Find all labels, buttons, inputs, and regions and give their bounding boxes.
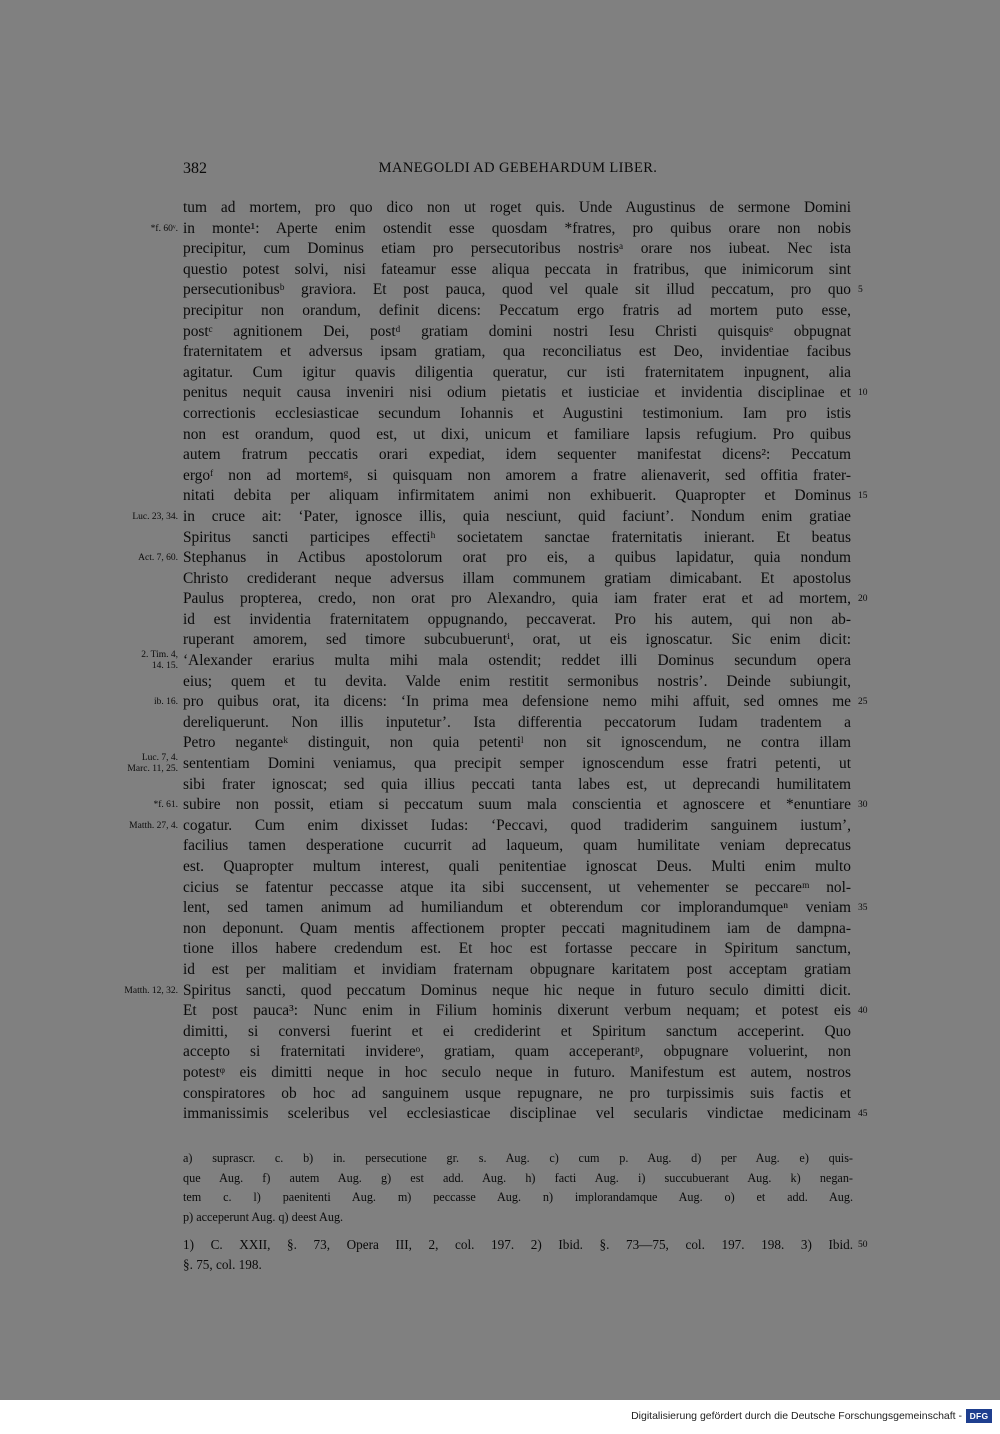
- text-line: [0, 528, 1000, 549]
- line-text: id est invidentia fraternitatem oppugnando, peccaverat. Pro his autem, qui non ab-: [183, 610, 851, 628]
- line-text: ruperant amorem, sed timore subcubueruntⁱ, orat, ut eis ignoscatur. Sic enim dicit:: [183, 631, 851, 649]
- note-line: §. 75, col. 198.: [183, 1257, 262, 1272]
- dfg-logo: DFG: [966, 1409, 992, 1423]
- margin-note: *f. 61.: [153, 800, 178, 811]
- text-line: [0, 898, 1000, 919]
- text-line: [0, 939, 1000, 960]
- line-text: tum ad mortem, pro quo dico non ut roget quis. Unde Augustinus de sermone Domini: [183, 199, 851, 216]
- line-text: Paulus propterea, credo, non orat pro Alexandro, quia iam frater erat et ad mortem,: [183, 590, 851, 608]
- text-line: [0, 363, 1000, 384]
- text-line: [0, 981, 1000, 1002]
- page-number: 382: [183, 160, 207, 177]
- line-text: Spiritus sancti, quod peccatum Dominus neque hic neque in futuro seculo dimitti dicit.: [183, 981, 851, 999]
- line-number: 10: [858, 388, 868, 399]
- line-text: cicius se fatentur peccasse atque ita sibi succensent, ut vehementer se peccareᵐ nol-: [183, 878, 851, 896]
- line-text: in monte¹: Aperte enim ostendit esse quosdam *fratres, pro quibus orare non nobis: [183, 219, 851, 237]
- text-line: [0, 1104, 1000, 1125]
- text-line: [0, 713, 1000, 734]
- source-references: [183, 1235, 853, 1275]
- line-text: subire non possit, etiam si peccatum suum mala conscientia et agnoscere et *enuntiare: [183, 796, 851, 814]
- line-text: facilius tamen desperatione cucurrit ad laqueum, quam humilitate veniam deprecatus: [183, 837, 851, 855]
- line-text: questio potest solvi, nisi fateamur esse aliqua peccata in fratribus, que inimicorum sint: [183, 260, 851, 278]
- line-text: potestᵠ eis dimitti neque in hoc seculo neque in futuro. Manifestum est autem, nostros: [183, 1063, 851, 1081]
- text-line: [0, 919, 1000, 940]
- line-number: 15: [858, 491, 868, 502]
- text-line: [0, 342, 1000, 363]
- line-number: 35: [858, 903, 868, 914]
- line-text: lent, sed tamen animum ad humiliandum et obterendum cor implorandumqueⁿ veniam: [183, 899, 851, 917]
- line-text: tione illos habere credendum est. Et hoc est fortasse peccare in Spiritum sanctum,: [183, 940, 851, 958]
- text-line: [0, 404, 1000, 425]
- line-text: conspiratores ob hoc ad sanguinem usque repugnare, ne pro turpissimis suis factis et: [183, 1084, 851, 1102]
- line-text: nitati debita per aliquam infirmitatem animi non exhibuerit. Quapropter et Dominus: [183, 487, 851, 505]
- text-line: [0, 651, 1000, 672]
- text-line: [0, 775, 1000, 796]
- line-text: ‘Alexander erarius multa mihi mala ostendit; reddet illi Dominus secundum opera: [183, 652, 851, 670]
- line-text: accepto si fraternitati invidereᵒ, gratiam, quam acceperantᵖ, obpugnare voluerint, non: [183, 1043, 851, 1061]
- running-title: MANEGOLDI AD GEBEHARDUM LIBER.: [378, 160, 658, 176]
- line-number: 25: [858, 697, 868, 708]
- line-number: 50: [858, 1240, 868, 1250]
- text-line: [0, 322, 1000, 343]
- line-text: persecutionibusᵇ graviora. Et post pauca, quod vel quale sit illud peccatum, pro quo: [183, 281, 851, 299]
- text-line: [0, 795, 1000, 816]
- text-line: [0, 610, 1000, 631]
- line-number: 45: [858, 1109, 868, 1120]
- text-line: [0, 198, 1000, 219]
- text-line: [0, 1042, 1000, 1063]
- margin-note: *f. 60ᵛ.: [150, 223, 178, 234]
- text-line: [0, 445, 1000, 466]
- page-header: [183, 160, 853, 182]
- text-line: [0, 1022, 1000, 1043]
- text-line: [0, 733, 1000, 754]
- text-line: [0, 301, 1000, 322]
- line-text: precipitur, cum Dominus etiam pro persecutoribus nostrisᵃ orare nos iubeat. Nec ista: [183, 240, 851, 258]
- line-number: 20: [858, 594, 868, 605]
- text-line: [0, 507, 1000, 528]
- text-line: [0, 1084, 1000, 1105]
- footer-bar: [0, 1400, 1000, 1434]
- margin-note: Matth. 12, 32.: [124, 985, 178, 996]
- line-text: precipitur non orandum, definit dicens: Peccatum ergo fratris ad mortem puto esse,: [183, 301, 851, 319]
- line-text: sibi frater ignoscat; sed quia illius peccati tanta labes est, ut deprecandi humilitatem: [183, 775, 851, 793]
- main-text: [0, 198, 1000, 1125]
- text-line: [0, 692, 1000, 713]
- line-text: fraternitatem et adversus ipsam gratiam, qua reconciliatus est Deo, invidentiae facibus: [183, 343, 851, 361]
- line-number: 40: [858, 1006, 868, 1017]
- text-line: [0, 754, 1000, 775]
- line-text: Petro neganteᵏ distinguit, non quia petentiˡ non sit ignoscendum, ne contra illam: [183, 734, 851, 752]
- text-line: [0, 878, 1000, 899]
- margin-note: Matth. 27, 4.: [129, 820, 178, 831]
- text-line: [0, 383, 1000, 404]
- margin-note: ib. 16.: [153, 697, 178, 708]
- line-text: correctionis ecclesiasticae secundum Iohannis et Augustini testimonium. Iam pro istis: [183, 404, 851, 422]
- line-text: penitus nequit causa inveniri nisi odium pietatis et iusticiae et invidentia disciplinae et: [183, 384, 851, 402]
- text-line: [0, 486, 1000, 507]
- note-line: 1) C. XXII, §. 73, Opera III, 2, col. 197. 2) Ibid. §. 73—75, col. 197. 198. 3) Ibid.: [183, 1237, 853, 1252]
- margin-note: 2. Tim. 4, 14. 15.: [141, 650, 178, 672]
- line-text: eius; quem et tu devita. Valde enim restitit sermonibus nostris’. Deinde subiungit,: [183, 672, 851, 690]
- note-line: p) acceperunt Aug. q) deest Aug.: [183, 1209, 344, 1224]
- line-text: id est per malitiam et invidiam fraternam obpugnare karitatem post acceptam gratiam: [183, 960, 851, 978]
- text-line: [0, 219, 1000, 240]
- text-line: [0, 280, 1000, 301]
- line-text: agitatur. Cum igitur quavis diligentia queratur, cur isti fraternitatem inpugnent, alia: [183, 363, 851, 381]
- text-line: [0, 672, 1000, 693]
- text-line: [0, 630, 1000, 651]
- line-text: in cruce ait: ‘Pater, ignosce illis, quia nesciunt, quid faciunt’. Nondum enim gratiae: [183, 507, 851, 525]
- text-line: [0, 548, 1000, 569]
- text-line: [0, 857, 1000, 878]
- line-text: cogatur. Cum enim dixisset Iudas: ‘Peccavi, quod tradiderim sanguinem iustum’,: [183, 816, 851, 834]
- line-text: Stephanus in Actibus apostolorum orat pro eis, a quibus lapidatur, quia nondum: [183, 549, 851, 567]
- line-text: dimitti, si conversi fuerint et ei crediderint et Spiritum sanctum acceperint. Quo: [183, 1022, 851, 1040]
- line-text: non est orandum, quod est, ut dixi, unicum et familiare lapsis refugium. Pro quibus: [183, 425, 851, 443]
- note-line: que Aug. f) autem Aug. g) est add. Aug. h) facti Aug. i) succubuerant Aug. k) negan-: [183, 1170, 853, 1185]
- critical-apparatus: [183, 1149, 853, 1227]
- line-text: Spiritus sancti participes effectiʰ societatem sanctae fraternitatis inierant. Et beatus: [183, 528, 851, 546]
- line-text: postᶜ agnitionem Dei, postᵈ gratiam domini nostri Iesu Christi quisquisᵉ obpugnat: [183, 322, 851, 340]
- text-line: [0, 1001, 1000, 1022]
- text-line: [0, 589, 1000, 610]
- text-line: [0, 260, 1000, 281]
- text-line: [0, 816, 1000, 837]
- note-line: tem c. l) paenitenti Aug. m) peccasse Aug. n) implorandamque Aug. o) et add. Aug.: [183, 1190, 853, 1205]
- margin-note: Luc. 23, 34.: [132, 511, 178, 522]
- line-text: pro quibus orat, ita dicens: ‘In prima mea defensione nemo mihi affuit, sed omnes me: [183, 693, 851, 711]
- text-line: [0, 425, 1000, 446]
- line-text: autem fratrum peccatis orari expediat, idem sequenter manifestat dicens²: Peccatum: [183, 446, 851, 464]
- text-line: [0, 1063, 1000, 1084]
- line-text: Christo crediderant neque adversus illam communem gratiam dimicabant. Et apostolus: [183, 569, 851, 587]
- text-line: [0, 239, 1000, 260]
- text-line: [0, 960, 1000, 981]
- line-number: 30: [858, 800, 868, 811]
- line-text: non deponunt. Quam mentis affectionem propter peccati magnitudinem iam de dampna-: [183, 919, 851, 937]
- line-text: dereliquerunt. Non illis inputetur’. Ista differentia peccatorum Iudam tradentem a: [183, 713, 851, 731]
- line-number: 5: [858, 285, 863, 296]
- text-line: [0, 569, 1000, 590]
- text-line: [0, 466, 1000, 487]
- line-text: ergoᶠ non ad mortemᵍ, si quisquam non amorem a fratre alienaverit, sed offitia frater-: [183, 466, 851, 484]
- margin-note: Act. 7, 60.: [138, 553, 178, 564]
- note-line: a) suprascr. c. b) in. persecutione gr. s. Aug. c) cum p. Aug. d) per Aug. e) quis-: [183, 1151, 853, 1165]
- line-text: est. Quapropter multum interest, quali penitentiae ignoscat Deus. Multi enim multo: [183, 858, 851, 875]
- funding-notice: Digitalisierung gefördert durch die Deutsche Forschungsgemeinschaft -: [631, 1410, 962, 1422]
- margin-note: Luc. 7, 4. Marc. 11, 25.: [127, 753, 178, 775]
- line-text: Et post pauca³: Nunc enim in Filium hominis dixerunt verbum nequam; et potest eis: [183, 1002, 851, 1020]
- line-text: immanissimis sceleribus vel ecclesiasticae disciplinae vel secularis vindictae medicinam: [183, 1105, 851, 1123]
- text-line: [0, 836, 1000, 857]
- line-text: sententiam Domini veniamus, qua precipit semper ignoscendum esse fratri petenti, ut: [183, 755, 851, 773]
